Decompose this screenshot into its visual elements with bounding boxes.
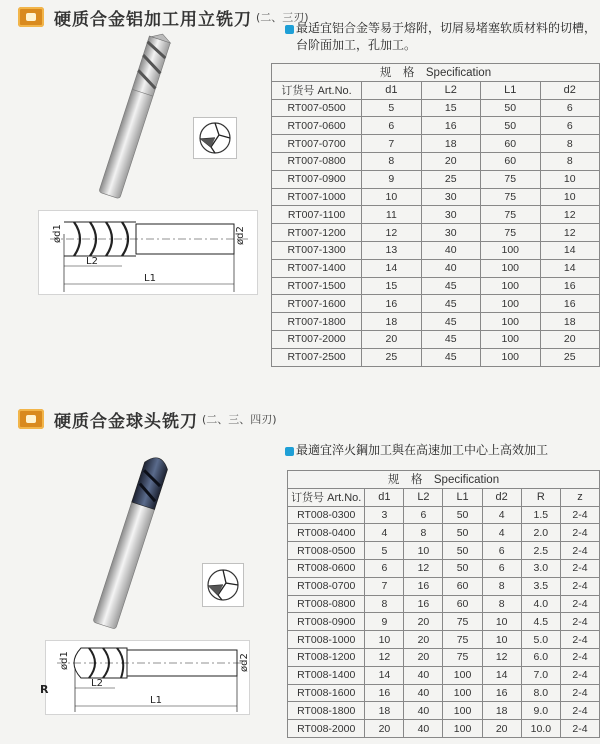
- value-cell: 20: [404, 648, 443, 666]
- value-cell: 12: [540, 224, 599, 242]
- table-row: [272, 206, 600, 224]
- dim-label-l1: L1: [150, 695, 162, 706]
- value-cell: 50: [480, 99, 540, 117]
- dim-label-d1: ød1: [52, 224, 63, 243]
- table-group-header: 规 格 Specification: [272, 64, 600, 82]
- art-no-cell: RT007-1200: [272, 224, 362, 242]
- table-row: [272, 188, 600, 206]
- art-no-cell: RT008-0900: [288, 613, 365, 631]
- value-cell: 45: [421, 330, 480, 348]
- value-cell: 100: [443, 720, 482, 738]
- value-cell: 14: [540, 241, 599, 259]
- value-cell: 2-4: [561, 684, 600, 702]
- value-cell: 16: [404, 577, 443, 595]
- value-cell: 7: [362, 135, 421, 153]
- value-cell: 8.0: [521, 684, 560, 702]
- table-row: [272, 277, 600, 295]
- table-row: [272, 259, 600, 277]
- value-cell: 75: [443, 631, 482, 649]
- value-cell: 2.0: [521, 524, 560, 542]
- value-cell: 10: [365, 631, 404, 649]
- value-cell: 45: [421, 313, 480, 331]
- section2-title: 硬质合金球头铣刀: [54, 411, 198, 432]
- value-cell: 2-4: [561, 720, 600, 738]
- value-cell: 50: [443, 524, 482, 542]
- technical-drawing-2: [45, 640, 250, 715]
- value-cell: 15: [362, 277, 421, 295]
- value-cell: 30: [421, 188, 480, 206]
- value-cell: 4: [365, 524, 404, 542]
- dim-label-r-box: [40, 682, 54, 696]
- table-row: [288, 577, 600, 595]
- value-cell: 16: [540, 277, 599, 295]
- art-no-cell: RT007-2000: [272, 330, 362, 348]
- value-cell: 5: [362, 99, 421, 117]
- section1-note: [296, 20, 596, 54]
- value-cell: 4: [482, 506, 521, 524]
- value-cell: 75: [480, 206, 540, 224]
- end-view-icon-1: [193, 117, 237, 159]
- value-cell: 2-4: [561, 631, 600, 649]
- value-cell: 100: [443, 666, 482, 684]
- end-mill-photo-1: [75, 28, 200, 198]
- value-cell: 20: [482, 720, 521, 738]
- value-cell: 6: [404, 506, 443, 524]
- value-cell: 50: [480, 117, 540, 135]
- value-cell: 40: [404, 702, 443, 720]
- value-cell: 75: [443, 648, 482, 666]
- table-row: [272, 295, 600, 313]
- table-header-row: [288, 488, 600, 506]
- column-header: R: [521, 488, 560, 506]
- table-row: [272, 117, 600, 135]
- value-cell: 100: [443, 684, 482, 702]
- value-cell: 25: [362, 348, 421, 366]
- value-cell: 100: [480, 313, 540, 331]
- table-row: [272, 152, 600, 170]
- value-cell: 2-4: [561, 613, 600, 631]
- note-line: 台阶面加工，孔加工。: [296, 38, 417, 52]
- art-no-cell: RT007-0500: [272, 99, 362, 117]
- value-cell: 25: [540, 348, 599, 366]
- value-cell: 10: [482, 631, 521, 649]
- value-cell: 40: [421, 259, 480, 277]
- value-cell: 2-4: [561, 577, 600, 595]
- value-cell: 20: [404, 613, 443, 631]
- table-row: [288, 559, 600, 577]
- value-cell: 40: [404, 720, 443, 738]
- spec-table-2: [287, 470, 600, 738]
- bullet-icon: [285, 447, 294, 456]
- value-cell: 30: [421, 206, 480, 224]
- art-no-cell: RT008-1400: [288, 666, 365, 684]
- value-cell: 3: [365, 506, 404, 524]
- value-cell: 8: [482, 595, 521, 613]
- value-cell: 16: [482, 684, 521, 702]
- art-no-cell: RT008-1000: [288, 631, 365, 649]
- table-row: [272, 330, 600, 348]
- column-header: L2: [404, 488, 443, 506]
- value-cell: 2.5: [521, 542, 560, 560]
- value-cell: 60: [443, 577, 482, 595]
- value-cell: 100: [480, 295, 540, 313]
- value-cell: 6: [482, 559, 521, 577]
- value-cell: 16: [365, 684, 404, 702]
- value-cell: 3.5: [521, 577, 560, 595]
- table-row: [288, 648, 600, 666]
- ball-end-mill-photo: [70, 450, 195, 630]
- art-no-cell: RT008-1200: [288, 648, 365, 666]
- dim-label-d1: ød1: [59, 651, 70, 670]
- value-cell: 4: [482, 524, 521, 542]
- value-cell: 2-4: [561, 506, 600, 524]
- art-no-cell: RT007-0700: [272, 135, 362, 153]
- value-cell: 8: [482, 577, 521, 595]
- bullet-icon: [285, 25, 294, 34]
- value-cell: 8: [365, 595, 404, 613]
- table-row: [272, 224, 600, 242]
- column-header: z: [561, 488, 600, 506]
- art-no-cell: RT008-0800: [288, 595, 365, 613]
- technical-drawing-1: [38, 210, 258, 295]
- art-no-cell: RT008-1800: [288, 702, 365, 720]
- value-cell: 25: [421, 170, 480, 188]
- value-cell: 10.0: [521, 720, 560, 738]
- art-no-cell: RT008-0400: [288, 524, 365, 542]
- value-cell: 5: [365, 542, 404, 560]
- table-group-header: 规 格 Specification: [288, 471, 600, 489]
- value-cell: 14: [540, 259, 599, 277]
- column-header: d2: [540, 81, 599, 99]
- table-row: [288, 666, 600, 684]
- value-cell: 2-4: [561, 542, 600, 560]
- note-line: 最适宜铝合金等易于熔附，切屑易堵塞软质材料的切槽，: [296, 21, 597, 35]
- value-cell: 20: [540, 330, 599, 348]
- value-cell: 13: [362, 241, 421, 259]
- table-row: [288, 524, 600, 542]
- art-no-cell: RT007-0900: [272, 170, 362, 188]
- value-cell: 8: [540, 152, 599, 170]
- section1-title: 硬质合金铝加工用立铣刀: [54, 9, 252, 30]
- value-cell: 45: [421, 277, 480, 295]
- value-cell: 7.0: [521, 666, 560, 684]
- value-cell: 2-4: [561, 559, 600, 577]
- value-cell: 75: [480, 188, 540, 206]
- art-no-cell: RT008-1600: [288, 684, 365, 702]
- section2-note: [296, 442, 548, 459]
- value-cell: 7: [365, 577, 404, 595]
- art-no-cell: RT007-1100: [272, 206, 362, 224]
- value-cell: 6: [482, 542, 521, 560]
- value-cell: 6.0: [521, 648, 560, 666]
- heading-square-icon: [18, 409, 44, 429]
- art-no-cell: RT007-1300: [272, 241, 362, 259]
- table-row: [288, 542, 600, 560]
- value-cell: 12: [365, 648, 404, 666]
- section2-subtitle: (二、三、四刃): [202, 413, 277, 426]
- value-cell: 14: [365, 666, 404, 684]
- heading-square-icon: [18, 7, 44, 27]
- dim-label-r: R: [40, 683, 49, 696]
- note-line: 最適宜淬火鋼加工與在高速加工中心上高效加工: [296, 443, 549, 457]
- value-cell: 20: [362, 330, 421, 348]
- spec-table-1: [271, 63, 600, 367]
- art-no-cell: RT008-0300: [288, 506, 365, 524]
- value-cell: 50: [443, 506, 482, 524]
- table-group-header-row: [288, 471, 600, 489]
- value-cell: 12: [404, 559, 443, 577]
- value-cell: 10: [482, 613, 521, 631]
- value-cell: 30: [421, 224, 480, 242]
- table-row: [288, 684, 600, 702]
- value-cell: 16: [421, 117, 480, 135]
- table-row: [272, 99, 600, 117]
- column-header: d1: [362, 81, 421, 99]
- art-no-cell: RT008-0700: [288, 577, 365, 595]
- value-cell: 11: [362, 206, 421, 224]
- value-cell: 60: [480, 135, 540, 153]
- value-cell: 8: [362, 152, 421, 170]
- value-cell: 60: [480, 152, 540, 170]
- value-cell: 12: [540, 206, 599, 224]
- value-cell: 5.0: [521, 631, 560, 649]
- value-cell: 2-4: [561, 524, 600, 542]
- art-no-cell: RT007-0600: [272, 117, 362, 135]
- table-row: [288, 595, 600, 613]
- table-row: [272, 313, 600, 331]
- value-cell: 12: [362, 224, 421, 242]
- value-cell: 50: [443, 559, 482, 577]
- value-cell: 4.5: [521, 613, 560, 631]
- column-header: L1: [480, 81, 540, 99]
- dim-label-d2: ød2: [239, 653, 250, 672]
- value-cell: 8: [540, 135, 599, 153]
- table-header-row: [272, 81, 600, 99]
- value-cell: 2-4: [561, 666, 600, 684]
- value-cell: 12: [482, 648, 521, 666]
- value-cell: 6: [540, 117, 599, 135]
- section1-heading: [18, 6, 309, 28]
- value-cell: 75: [480, 170, 540, 188]
- art-no-cell: RT008-2000: [288, 720, 365, 738]
- dim-label-l1: L1: [144, 273, 156, 284]
- table-group-header-row: [272, 64, 600, 82]
- value-cell: 60: [443, 595, 482, 613]
- value-cell: 16: [362, 295, 421, 313]
- art-no-cell: RT007-1600: [272, 295, 362, 313]
- end-view-icon-2: [202, 563, 244, 607]
- value-cell: 100: [480, 259, 540, 277]
- value-cell: 10: [362, 188, 421, 206]
- value-cell: 4.0: [521, 595, 560, 613]
- art-no-cell: RT007-0800: [272, 152, 362, 170]
- art-no-cell: RT007-1000: [272, 188, 362, 206]
- table-row: [288, 506, 600, 524]
- value-cell: 15: [421, 99, 480, 117]
- value-cell: 9: [365, 613, 404, 631]
- value-cell: 2-4: [561, 702, 600, 720]
- column-header: L1: [443, 488, 482, 506]
- art-no-cell: RT008-0500: [288, 542, 365, 560]
- value-cell: 100: [480, 348, 540, 366]
- value-cell: 100: [443, 702, 482, 720]
- column-header: d1: [365, 488, 404, 506]
- value-cell: 20: [421, 152, 480, 170]
- value-cell: 6: [362, 117, 421, 135]
- art-no-cell: RT007-2500: [272, 348, 362, 366]
- value-cell: 18: [362, 313, 421, 331]
- value-cell: 75: [480, 224, 540, 242]
- value-cell: 10: [540, 188, 599, 206]
- column-header: d2: [482, 488, 521, 506]
- value-cell: 18: [540, 313, 599, 331]
- table-row: [272, 170, 600, 188]
- value-cell: 6: [540, 99, 599, 117]
- value-cell: 3.0: [521, 559, 560, 577]
- value-cell: 14: [362, 259, 421, 277]
- value-cell: 10: [540, 170, 599, 188]
- art-no-cell: RT007-1400: [272, 259, 362, 277]
- value-cell: 16: [540, 295, 599, 313]
- value-cell: 100: [480, 330, 540, 348]
- art-no-cell: RT007-1800: [272, 313, 362, 331]
- value-cell: 6: [365, 559, 404, 577]
- value-cell: 18: [482, 702, 521, 720]
- value-cell: 8: [404, 524, 443, 542]
- column-header: 订货号 Art.No.: [272, 81, 362, 99]
- value-cell: 16: [404, 595, 443, 613]
- value-cell: 45: [421, 348, 480, 366]
- value-cell: 45: [421, 295, 480, 313]
- table-row: [272, 135, 600, 153]
- value-cell: 50: [443, 542, 482, 560]
- value-cell: 40: [421, 241, 480, 259]
- value-cell: 100: [480, 241, 540, 259]
- value-cell: 2-4: [561, 648, 600, 666]
- value-cell: 10: [404, 542, 443, 560]
- value-cell: 14: [482, 666, 521, 684]
- value-cell: 18: [421, 135, 480, 153]
- value-cell: 2-4: [561, 595, 600, 613]
- table-row: [288, 702, 600, 720]
- value-cell: 40: [404, 684, 443, 702]
- table-row: [288, 613, 600, 631]
- table-row: [272, 348, 600, 366]
- value-cell: 100: [480, 277, 540, 295]
- value-cell: 75: [443, 613, 482, 631]
- column-header: 订货号 Art.No.: [288, 488, 365, 506]
- table-row: [288, 631, 600, 649]
- value-cell: 9.0: [521, 702, 560, 720]
- art-no-cell: RT007-1500: [272, 277, 362, 295]
- section2-heading: [18, 408, 277, 430]
- dim-label-l2: L2: [91, 678, 103, 689]
- value-cell: 1.5: [521, 506, 560, 524]
- value-cell: 40: [404, 666, 443, 684]
- value-cell: 9: [362, 170, 421, 188]
- table-row: [288, 720, 600, 738]
- section1-subtitle: (二、三刃): [256, 11, 309, 24]
- dim-label-l2: L2: [86, 256, 98, 267]
- dim-label-d2: ød2: [235, 226, 246, 245]
- table-row: [272, 241, 600, 259]
- column-header: L2: [421, 81, 480, 99]
- art-no-cell: RT008-0600: [288, 559, 365, 577]
- value-cell: 20: [365, 720, 404, 738]
- value-cell: 18: [365, 702, 404, 720]
- value-cell: 20: [404, 631, 443, 649]
